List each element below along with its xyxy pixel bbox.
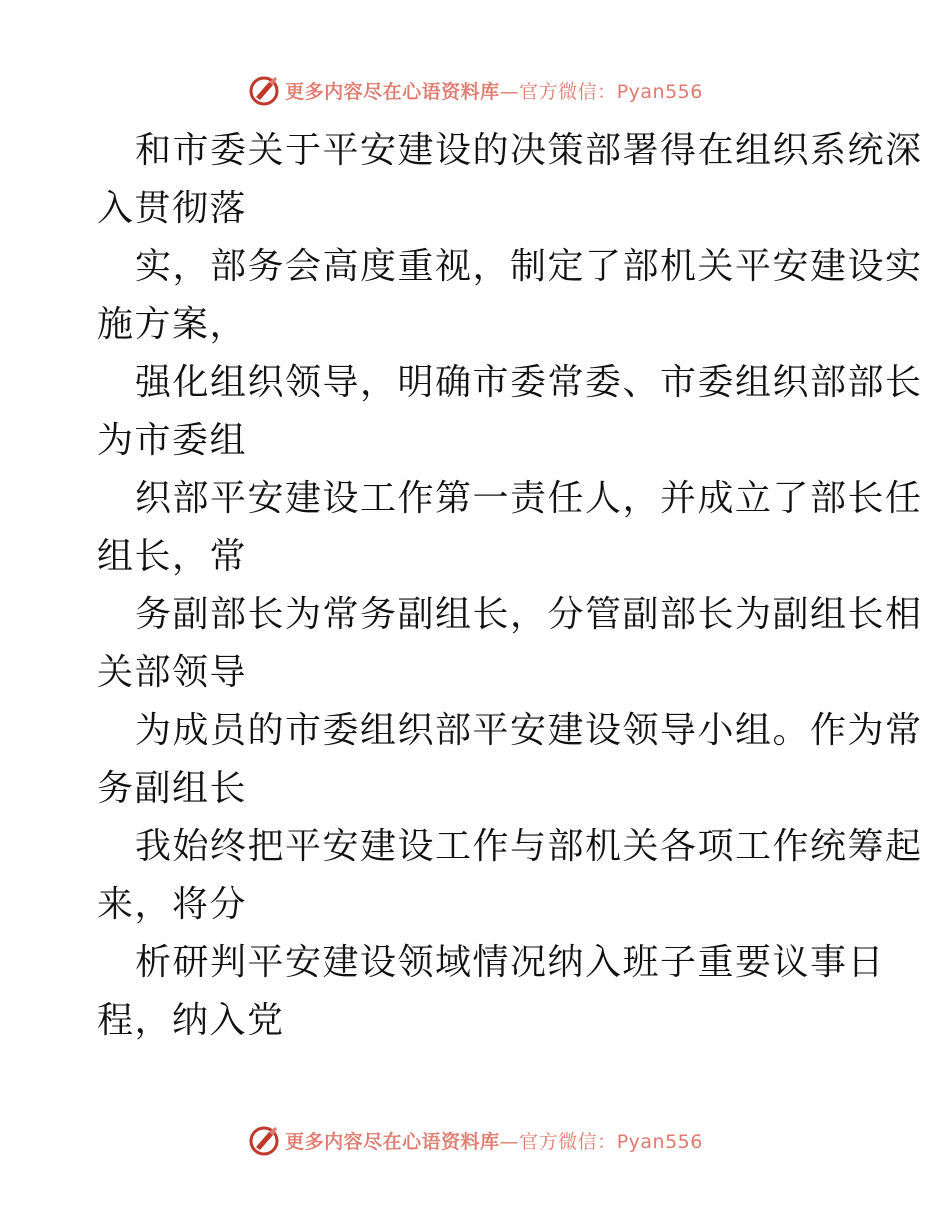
text-line: 关部领导 [97, 652, 248, 693]
wechat-label: 官方微信： [519, 1130, 617, 1153]
separator: — [499, 80, 520, 103]
site-name: 更多内容尽在心语资料库 [285, 1130, 500, 1153]
wechat-id: Pyan556 [616, 80, 703, 103]
text-line: 强化组织领导，明确市委常委、市委组织部部长 [135, 362, 923, 403]
text-line: 实，部务会高度重视，制定了部机关平安建设实 [135, 246, 923, 287]
quill-seal-icon [247, 1123, 281, 1157]
banner-text [285, 1127, 703, 1154]
header-banner [0, 70, 950, 110]
site-name: 更多内容尽在心语资料库 [285, 80, 500, 103]
document-body [97, 122, 923, 1050]
text-line: 务副部长为常务副组长，分管副部长为副组长相 [135, 594, 923, 635]
text-line: 和市委关于平安建设的决策部署得在组织系统深 [135, 130, 923, 171]
text-line: 织部平安建设工作第一责任人，并成立了部长任 [135, 478, 923, 519]
footer-banner [0, 1120, 950, 1160]
text-line: 来，将分 [97, 884, 248, 925]
text-line: 为市委组 [97, 420, 248, 461]
banner-text [285, 77, 703, 104]
text-line: 施方案， [97, 304, 248, 345]
wechat-id: Pyan556 [616, 1130, 703, 1153]
text-line: 析研判平安建设领域情况纳入班子重要议事日 [135, 942, 886, 983]
text-line: 我始终把平安建设工作与部机关各项工作统筹起 [135, 826, 923, 867]
text-line: 组长，常 [97, 536, 248, 577]
text-line: 为成员的市委组织部平安建设领导小组。作为常 [135, 710, 923, 751]
quill-seal-icon [247, 73, 281, 107]
text-line: 务副组长 [97, 768, 248, 809]
wechat-label: 官方微信： [519, 80, 617, 103]
text-line: 入贯彻落 [97, 188, 248, 229]
separator: — [499, 1130, 520, 1153]
text-line: 程，纳入党 [97, 1000, 285, 1041]
